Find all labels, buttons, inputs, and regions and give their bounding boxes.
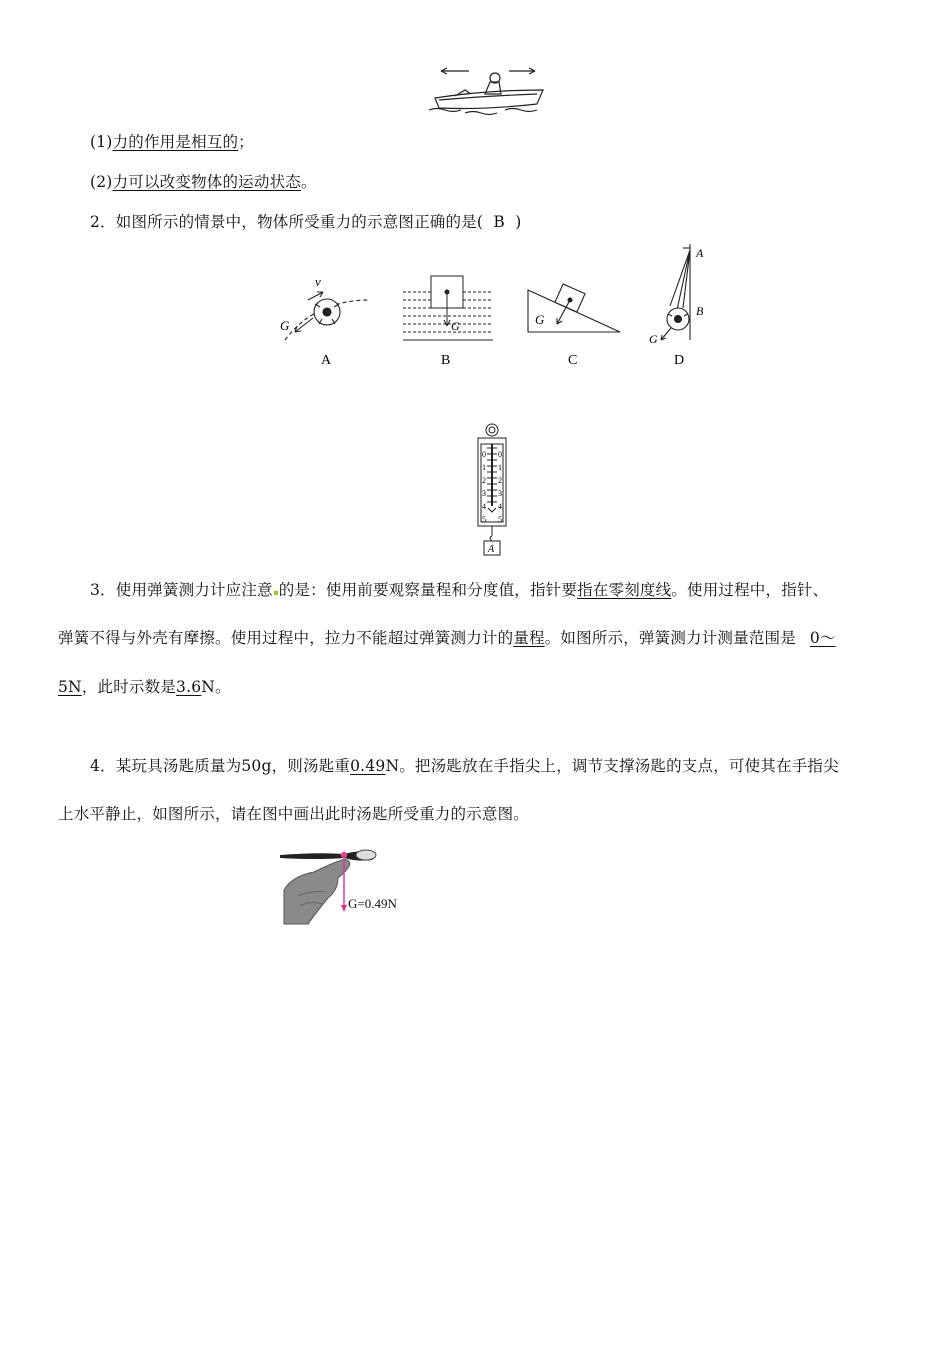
spoon-weight-label: G=0.49N [348,896,397,911]
q1-answer-2: (2)力可以改变物体的运动状态。 [90,173,317,191]
figure-d-a: A [696,246,704,260]
q2-figures [275,240,715,375]
spoon-figure [278,838,413,926]
svg-text:1: 1 [482,463,486,472]
svg-text:0: 0 [482,450,486,459]
svg-text:1: 1 [498,463,502,472]
q3-blank-2: 量程 [513,629,545,647]
option-c: C [568,353,578,368]
scale-weight-label: A [488,544,495,555]
svg-text:4: 4 [498,502,502,511]
q3-blank-1: 指在零刻度线 [577,581,672,599]
figure-d [661,244,690,340]
q4-line-2: 上水平静止，如图所示，请在图中画出此时汤匙所受重力的示意图。 [58,805,530,823]
figure-b [403,276,493,340]
q1-answer-1-blank: 力的作用是相互的 [112,133,239,151]
q3-blank-3a: 0～ [809,629,836,647]
q3-blank-4: 3.6 [176,678,202,696]
q3-line-3: 5N，此时示数是3.6N。 [58,678,231,696]
q3-blank-3b: 5N [58,678,82,696]
q2-stem: 2．如图所示的情景中，物体所受重力的示意图正确的是( B ) [90,213,522,231]
figure-d-g: G [649,332,658,346]
q1-answer-2-blank: 力可以改变物体的运动状态 [112,173,301,191]
figure-d-b: B [696,304,704,318]
figure-a [285,292,370,340]
spring-scale-figure [470,420,515,560]
q4-line-1: 4．某玩具汤匙质量为50g，则汤匙重0.49N。把汤匙放在手指尖上，调节支撑汤匙的支点，可使其在手指尖 [90,757,839,775]
option-d: D [674,353,685,368]
option-b: B [441,353,451,368]
q3-line-1: 3．使用弹簧测力计应注意 的是：使用前要观察量程和分度值，指针要指在零刻度线。使用过程中，指针、 [90,581,829,599]
svg-text:4: 4 [482,502,486,511]
option-a: A [321,353,332,368]
svg-text:5: 5 [482,515,486,524]
svg-text:2: 2 [482,476,486,485]
figure-b-g: G [451,319,460,333]
svg-text:0: 0 [498,450,502,459]
q1-answer-1: (1)力的作用是相互的； [90,133,254,151]
q3-line-2: 弹簧不得与外壳有摩擦。使用过程中，拉力不能超过弹簧测力计的量程。如图所示，弹簧测力计测量范围是 0～ [58,629,836,647]
svg-text:3: 3 [482,489,486,498]
q2-answer: B [493,213,505,231]
svg-text:5: 5 [498,515,502,524]
figure-a-g: G [280,318,290,333]
figure-a-v: v [315,274,321,289]
svg-text:3: 3 [498,489,502,498]
boat-figure [425,60,550,120]
q4-blank-1: 0.49 [350,757,386,775]
svg-text:2: 2 [498,476,502,485]
figure-c-g: G [535,312,545,327]
